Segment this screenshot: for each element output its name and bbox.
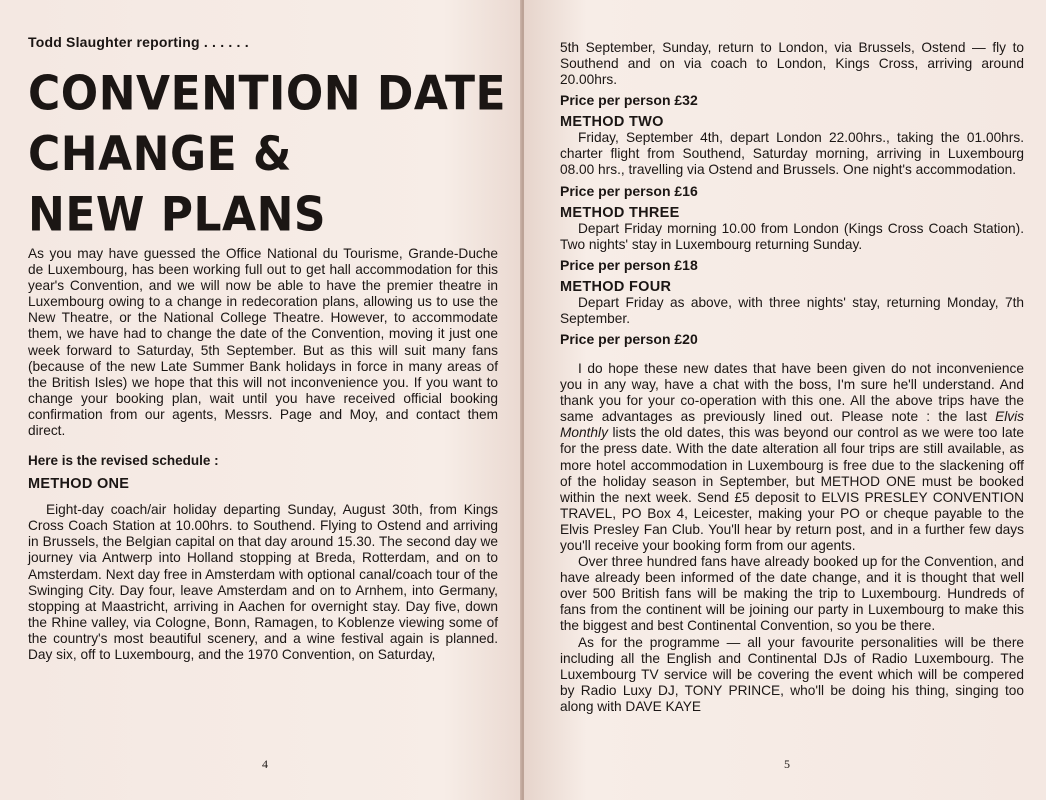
- method-one-text: Eight-day coach/air holiday departing Sunday, August 30th, from Kings Cross Coach Station at 10.00hrs. to Southend. Flying to Ostend and arriving in Brussels, the Belgian capital on that day around 15.30. The second day we journey via Antwerp into Holland stopping at Breda, Rotterdam, and on to Amsterdam. Next day free in Amsterdam with optional canal/coach tour of the Swinging City. Day four, leave Amsterdam and on to Arnhem, into Germany, stopping at Maastricht, arriving in Aachen for overnight stay. Day five, down the Rhine valley, via Cologne, Bonn, Ramagen, to Koblenze viewing some of the country's most beautiful scenery, and a wine festival again is planned. Day six, off to Luxembourg, and the 1970 Convention, on Saturday,: [28, 502, 498, 662]
- method-three-title: METHOD THREE: [560, 204, 680, 221]
- reporter-byline: Todd Slaughter reporting . . . . . .: [28, 34, 249, 50]
- closing-paragraph-3: As for the programme — all your favourite personalities will be there including all the English and Continental DJs of Radio Luxembourg. The Luxembourg TV service will be covering the event which will be compered by Radio Luxy DJ, TONY PRINCE, who'll be doing his thing, singing too along with DAVE KAYE: [560, 634, 1024, 714]
- method-two-price: Price per person £16: [560, 182, 698, 199]
- right-page: [524, 0, 1046, 800]
- headline: [28, 64, 507, 245]
- headline-line-2: CHANGE &: [28, 126, 292, 182]
- headline-line-1: CONVENTION DATE: [28, 66, 507, 122]
- page-number-left: 4: [262, 757, 268, 771]
- intro-paragraph: As you may have guessed the Office National du Tourisme, Grande-Duche de Luxembourg, has been working full out to get hall accommodation for this year's Convention, and we will now be able to have the premier theatre in Luxembourg owing to a change in redecoration plans, allowing us to use the New Theatre, or the National College Theatre. However, to accommodate them, we have had to change the date of the Convention, moving it just one week forward to Saturday, 5th September. But as this will suit many fans (because of the new Late Summer Bank holidays in force in many areas of the British Isles) we hope that this will not inconvenience you. If you want to change your booking plan, wait until you have received official booking confirmation from our agents, Messrs. Page and Moy, and contact them direct.: [28, 246, 498, 439]
- method-one-continued: 5th September, Sunday, return to London, via Brussels, Ostend — fly to Southend and on via coach to London, Kings Cross, arriving around 20.00hrs.: [560, 40, 1024, 88]
- magazine-title-italic: Elvis Monthly: [560, 409, 1024, 441]
- closing-paragraph-1-start: I do hope these new dates that have been given do not inconvenience you in any way, have a chat with the boss, I'm sure he'll understand. And thank you for your co-operation with this one. All the above trips have the same advantages as previously lined out. Please note : the last: [560, 360, 1024, 425]
- method-two-text: Friday, September 4th, depart London 22.00hrs., taking the 01.00hrs. charter flight from Southend, Saturday morning, arriving in Luxembourg 08.00 hrs., travelling via Ostend and Brussels. One night's accommodation.: [560, 130, 1024, 178]
- section-gap: [560, 353, 1024, 361]
- method-four-title: METHOD FOUR: [560, 278, 672, 295]
- closing-paragraph-1: [560, 361, 1024, 554]
- closing-paragraph-2: Over three hundred fans have already booked up for the Convention, and have already been informed of the date change, and it is thought that well over 500 British fans will be making the trip to Luxembourg. Hundreds of fans from the continent will be joining our party in Luxembourg to make this the biggest and best Continental Convention, so you be there.: [560, 554, 1024, 634]
- method-four-price: Price per person £20: [560, 330, 698, 347]
- method-three-price: Price per person £18: [560, 256, 698, 273]
- headline-line-3: NEW PLANS: [28, 187, 327, 243]
- method-one-title: METHOD ONE: [28, 476, 130, 493]
- closing-paragraph-1-end: lists the old dates, this was beyond our control as we were too late for the press date. With the date alteration all four trips are still available, as more hotel accommodation in Luxembourg is free due to the slackening off of the holiday season in September, but METHOD ONE must be booked within the next week. Send £5 deposit to ELVIS PRESLEY CONVENTION TRAVEL, PO Box 4, Leicester, making your PO or cheque payable to the Elvis Presley Fan Club. You'll hear by return post, and in a further few days you'll receive your booking form from our agents.: [560, 425, 1024, 553]
- method-four-text: Depart Friday as above, with three nights' stay, returning Monday, 7th September.: [560, 294, 1024, 326]
- method-one-price: Price per person £32: [560, 92, 698, 109]
- schedule-label: Here is the revised schedule :: [28, 453, 219, 469]
- page-number-right: 5: [784, 757, 790, 771]
- method-two-title: METHOD TWO: [560, 114, 664, 131]
- method-three-text: Depart Friday morning 10.00 from London (Kings Cross Coach Station). Two nights' stay in Luxembourg returning Sunday.: [560, 220, 1024, 252]
- left-page: [0, 0, 522, 800]
